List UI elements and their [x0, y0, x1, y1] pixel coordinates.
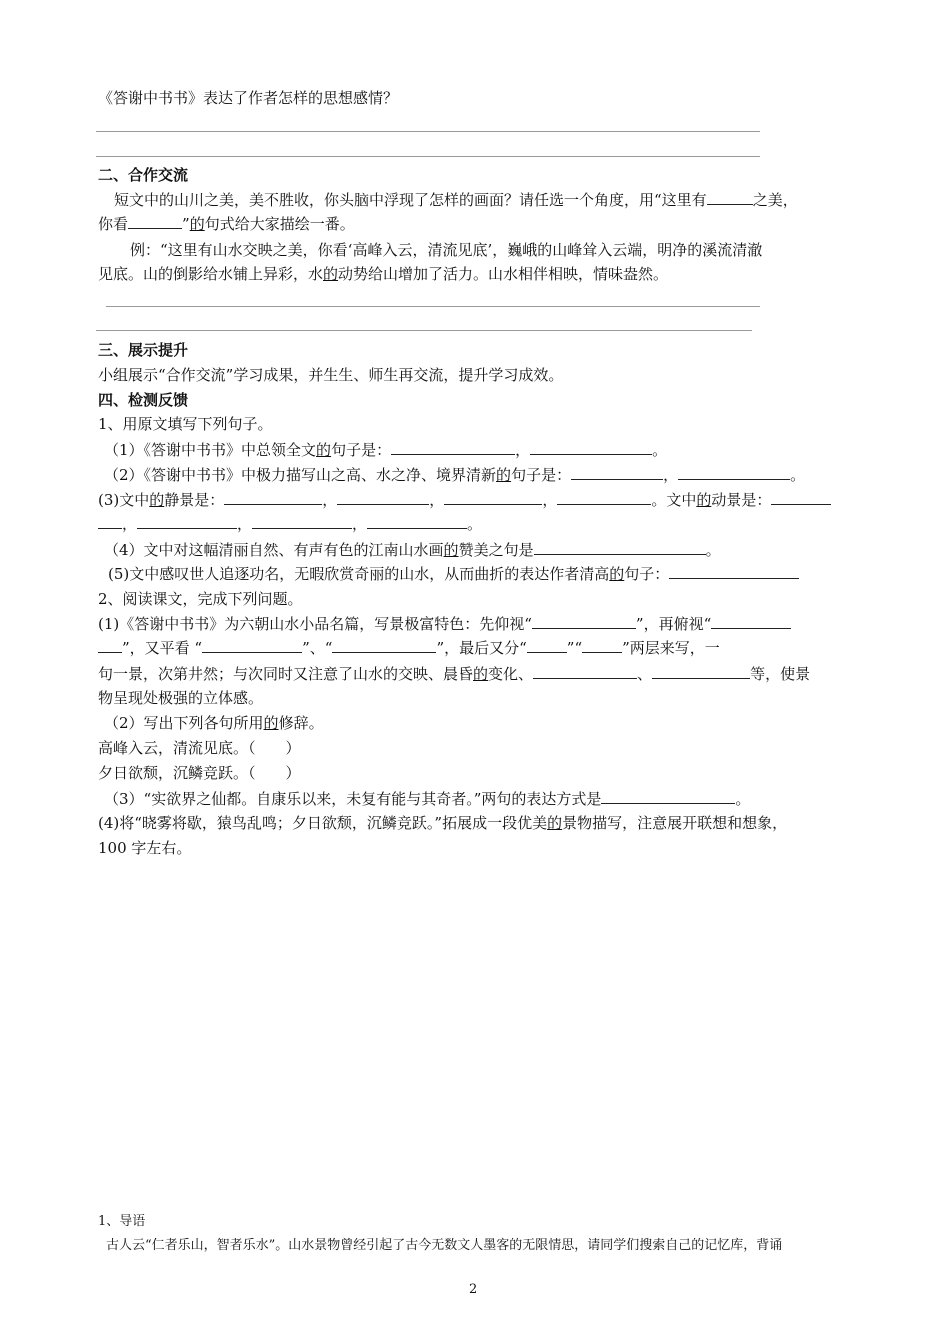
- fill-blank[interactable]: [601, 789, 735, 804]
- fill-blank[interactable]: [527, 638, 567, 653]
- question-item: ， ， ， 。: [98, 514, 482, 534]
- fill-blank[interactable]: [678, 465, 790, 480]
- fill-blank[interactable]: [571, 465, 663, 480]
- answer-line: [96, 131, 760, 132]
- section-title: 四、检测反馈: [98, 391, 189, 409]
- question-item: 物呈现处极强的立体感。: [98, 689, 264, 707]
- fill-blank[interactable]: [530, 440, 652, 455]
- fill-blank[interactable]: [332, 638, 436, 653]
- fill-blank[interactable]: [557, 490, 651, 505]
- question-item: 100 字左右。: [98, 839, 192, 857]
- answer-line: [96, 156, 760, 157]
- footnote-text: 古人云“仁者乐山，智者乐水”。山水景物曾经引起了古今无数文人墨客的无限情思，请同学们搜索自己的记忆库，背诵: [106, 1238, 783, 1253]
- answer-line: [96, 330, 752, 331]
- section-title: 三、展示提升: [98, 341, 189, 359]
- question-item: (4)将“晓雾将歇，猿鸟乱鸣；夕日欲颓，沉鳞竞跃。”拓展成一段优美的景物描写，注意展开联想和想象，: [98, 814, 788, 832]
- fill-blank[interactable]: [532, 614, 636, 629]
- fill-blank[interactable]: [202, 638, 302, 653]
- answer-line: [106, 306, 760, 307]
- question-item: （1）《答谢中书书》中总领全文的句子是： ， 。: [104, 441, 668, 459]
- fill-blank[interactable]: [391, 440, 515, 455]
- question-item: 夕日欲颓，沉鳞竞跃。（ ）: [98, 764, 301, 782]
- fill-blank[interactable]: [367, 514, 467, 529]
- fill-blank[interactable]: [582, 638, 622, 653]
- question: 2、阅读课文，完成下列问题。: [98, 590, 303, 608]
- question: 1、用原文填写下列句子。: [98, 415, 273, 433]
- fill-blank[interactable]: [711, 614, 791, 629]
- question-item: (5)文中感叹世人追逐功名，无暇欣赏奇丽的山水，从而曲折的表达作者清高的句子：: [108, 564, 799, 584]
- fill-blank[interactable]: [444, 490, 542, 505]
- fill-blank[interactable]: [669, 564, 799, 579]
- question-item: （2）写出下列各句所用的修辞。: [104, 714, 324, 732]
- fill-blank[interactable]: [137, 514, 237, 529]
- example-line: 见底。山的倒影给水铺上异彩，水的动势给山增加了活力。山水相伴相映，情味盎然。: [98, 265, 669, 283]
- example-line: 例：“这里有山水交映之美，你看‘高峰入云，清流见底’，巍峨的山峰耸入云端，明净的溪流清澈: [130, 241, 763, 259]
- question-item: (3)文中的静景是： ， ， ， 。文中的动景是：: [98, 490, 831, 510]
- question-item: 句一景，次第井然；与次同时又注意了山水的交映、晨昏的变化、 、 等，使景: [98, 665, 811, 683]
- fill-blank[interactable]: [98, 514, 122, 529]
- fill-blank[interactable]: [652, 664, 750, 679]
- question-item: (1)《答谢中书书》为六朝山水小品名篇，写景极富特色：先仰视“ ”，再俯视“: [98, 614, 791, 634]
- question-item: （2）《答谢中书书》中极力描写山之高、水之净、境界清新的句子是： ， 。: [104, 466, 806, 484]
- fill-blank[interactable]: [98, 638, 122, 653]
- section-title: 二、合作交流: [98, 166, 189, 184]
- fill-blank[interactable]: [224, 490, 322, 505]
- fill-blank[interactable]: [252, 514, 352, 529]
- paragraph-line: 你看 ”的句式给大家描绘一番。: [98, 215, 355, 233]
- question-item: ”，又平看 “ ”、“ ”，最后又分“ ”“ ”两层来写，一: [98, 638, 720, 658]
- fill-blank[interactable]: [128, 214, 182, 229]
- page-number: 2: [469, 1282, 478, 1297]
- footnote-title: 1、导语: [98, 1214, 146, 1229]
- fill-blank[interactable]: [534, 540, 706, 555]
- fill-blank[interactable]: [771, 490, 831, 505]
- paragraph-line: 短文中的山川之美，美不胜收，你头脑中浮现了怎样的画面？请任选一个角度，用“这里有 之美，: [114, 191, 798, 209]
- question-item: （3）“实欲界之仙都。自康乐以来，未复有能与其奇者。”两句的表达方式是 。: [104, 790, 751, 808]
- fill-blank[interactable]: [533, 664, 637, 679]
- question-item: （4）文中对这幅清丽自然、有声有色的江南山水画的赞美之句是 。: [104, 541, 721, 559]
- fill-blank[interactable]: [337, 490, 429, 505]
- question-intro: 《答谢中书书》表达了作者怎样的思想感情？: [98, 89, 399, 107]
- question-item: 高峰入云，清流见底。（ ）: [98, 739, 301, 757]
- fill-blank[interactable]: [707, 190, 753, 205]
- paragraph-line: 小组展示“合作交流”学习成果，并生生、师生再交流，提升学习成效。: [98, 366, 564, 384]
